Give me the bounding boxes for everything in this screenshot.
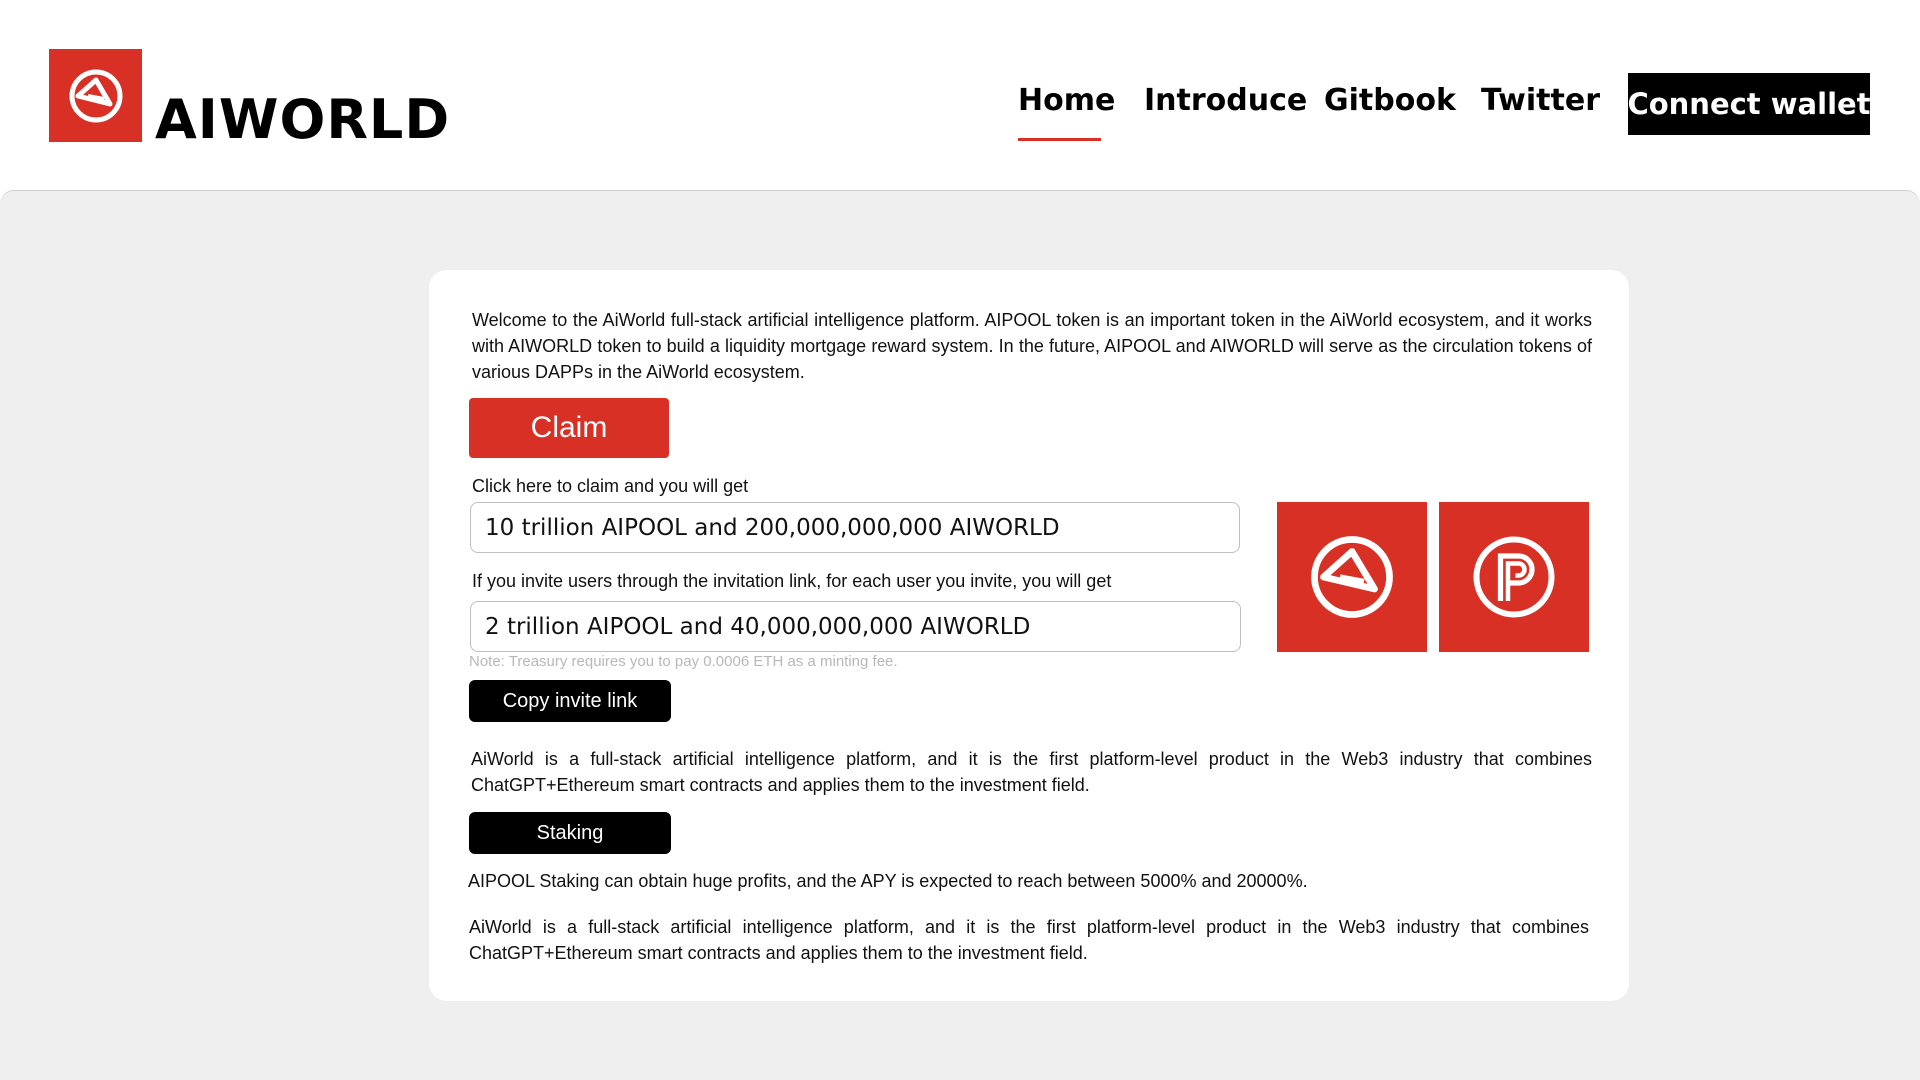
aiworld-description-2: AiWorld is a full-stack artificial intelligence platform, and it is the first platform-level product in the Web3 industry that combines ChatGPT+Ethereum smart contracts and applies them to the investment field. <box>469 917 1589 963</box>
staking-description: AIPOOL Staking can obtain huge profits, and the APY is expected to reach between 5000% and 20000%. <box>468 871 1308 891</box>
copy-invite-link-button[interactable]: Copy invite link <box>469 680 671 722</box>
nav-gitbook[interactable]: Gitbook <box>1324 83 1456 118</box>
nav-introduce[interactable]: Introduce <box>1144 83 1308 118</box>
connect-wallet-button[interactable]: Connect wallet <box>1628 73 1870 135</box>
brand-name: AIWORLD <box>155 88 451 151</box>
nav-twitter[interactable]: Twitter <box>1481 83 1600 118</box>
minting-fee-note: Note: Treasury requires you to pay 0.0006 ETH as a minting fee. <box>469 653 898 670</box>
aipool-token-icon <box>1439 502 1589 652</box>
claim-label: Click here to claim and you will get <box>472 476 749 496</box>
aiworld-logo-icon[interactable] <box>49 49 142 142</box>
intro-text: Welcome to the AiWorld full-stack artificial intelligence platform. AIPOOL token is an important token in the AiWorld ecosystem, and it works with AIWORLD token to build a liquidity mortgage reward system. In the future, AIPOOL and AIWORLD will serve as the circulation tokens of various DAPPs in the AiWorld ecosystem. <box>472 310 1592 382</box>
claim-amount-field: 10 trillion AIPOOL and 200,000,000,000 AIWORLD <box>470 502 1240 553</box>
invite-amount-field: 2 trillion AIPOOL and 40,000,000,000 AIWORLD <box>470 601 1241 652</box>
aiworld-token-icon <box>1277 502 1427 652</box>
header <box>0 0 1920 190</box>
claim-button[interactable]: Claim <box>469 398 669 458</box>
invite-label: If you invite users through the invitation link, for each user you invite, you will get <box>472 571 1112 591</box>
active-nav-underline <box>1018 138 1101 141</box>
staking-button[interactable]: Staking <box>469 812 671 854</box>
aiworld-description-1: AiWorld is a full-stack artificial intelligence platform, and it is the first platform-level product in the Web3 industry that combines ChatGPT+Ethereum smart contracts and applies them to the investment field. <box>471 749 1592 795</box>
nav-home[interactable]: Home <box>1018 83 1116 118</box>
